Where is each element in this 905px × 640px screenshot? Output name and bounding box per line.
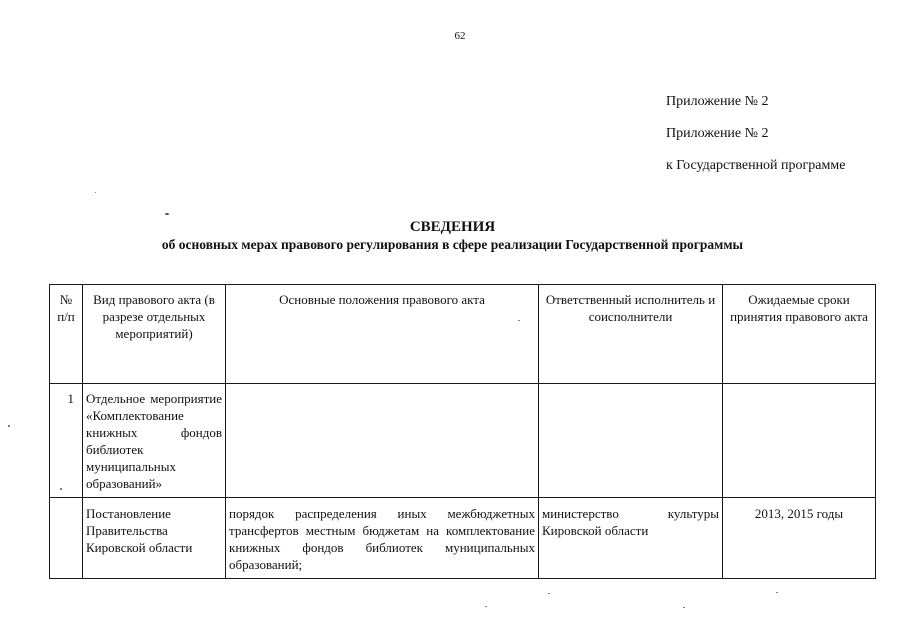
- scan-speck: [776, 592, 778, 593]
- row-number: [50, 498, 83, 579]
- scan-speck: [548, 593, 550, 594]
- header-act-type: Вид правового акта (в разрезе отдельных мероприятий): [83, 285, 226, 384]
- header-provisions: Основные положения правового акта: [226, 285, 539, 384]
- appendix-line-1: Приложение № 2: [666, 94, 769, 109]
- row-number: 1: [50, 384, 83, 498]
- scan-speck: [60, 488, 62, 490]
- row-executor: министерство культуры Кировской области: [539, 498, 723, 579]
- page-number: 62: [454, 30, 466, 42]
- document-subtitle: об основных мерах правового регулирования в сфере реализации Государственной программы: [161, 237, 744, 252]
- row-terms: [723, 384, 876, 498]
- header-terms: Ожидаемые сроки принятия правового акта: [723, 285, 876, 384]
- scan-speck: [683, 607, 685, 608]
- header-executor: Ответственный исполнитель и соисполнители: [539, 285, 723, 384]
- row-terms: 2013, 2015 годы: [723, 498, 876, 579]
- scan-speck: [485, 606, 487, 607]
- appendix-line-3: к Государственной программе: [666, 158, 846, 173]
- table-row: [50, 498, 876, 579]
- scan-speck: [8, 425, 10, 427]
- scan-speck: [165, 213, 169, 215]
- row-provisions: [226, 384, 539, 498]
- row-provisions: порядок распределения иных межбюджетных трансфертов местным бюджетам на комплектование книжных фондов библиотек муниципальных образований;: [226, 498, 539, 579]
- scan-speck: [95, 192, 96, 193]
- scan-speck: [518, 320, 520, 321]
- header-number: № п/п: [50, 285, 83, 384]
- row-act-type: Постановление Правительства Кировской области: [83, 498, 226, 579]
- table-header-row: [50, 285, 876, 384]
- row-act-type: Отдельное мероприятие «Комплектование книжных фондов библиотек муниципальных образований»: [83, 384, 226, 498]
- appendix-line-2: Приложение № 2: [666, 126, 769, 141]
- document-title: СВЕДЕНИЯ: [409, 219, 496, 235]
- table-row: [50, 384, 876, 498]
- row-executor: [539, 384, 723, 498]
- measures-table: [49, 284, 876, 579]
